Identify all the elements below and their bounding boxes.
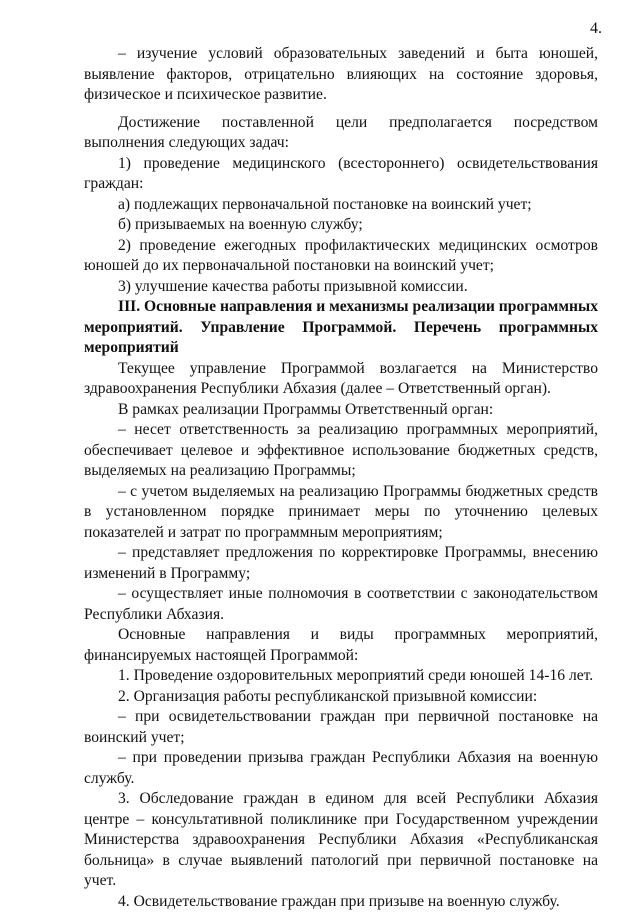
list-item: 3. Обследование граждан в едином для всей Республики Абхазия центре – консультативной поликлинике при Государственном учреждении Министерства здравоохранения Республики Абхазия «Республиканская больница» в случае выявлений патологий при первичной постановке на учет. <box>84 789 598 892</box>
document-body <box>84 44 598 912</box>
paragraph: Текущее управление Программой возлагается на Министерство здравоохранения Республики Абхазия (далее – Ответственный орган). <box>84 359 598 400</box>
page-number: 4. <box>590 20 602 38</box>
list-item: – осуществляет иные полномочия в соответствии с законодательством Республики Абхазия. <box>84 584 598 625</box>
list-item: – несет ответственность за реализацию программных мероприятий, обеспечивает целевое и эффективное использование бюджетных средств, выделяемых на реализацию Программы; <box>84 420 598 482</box>
list-item: – представляет предложения по корректировке Программы, внесению изменений в Программу; <box>84 543 598 584</box>
spacer <box>84 106 598 113</box>
list-item: – с учетом выделяемых на реализацию Программы бюджетных средств в установленном порядке принимает меры по уточнению целевых показателей и затрат по программным мероприятиям; <box>84 482 598 544</box>
paragraph: Основные направления и виды программных мероприятий, финансируемых настоящей Программой: <box>84 625 598 666</box>
list-item: 1. Проведение оздоровительных мероприятий среди юношей 14-16 лет. <box>84 666 598 687</box>
list-item: а) подлежащих первоначальной постановке на воинский учет; <box>84 195 598 216</box>
list-item: 2) проведение ежегодных профилактических медицинских осмотров юношей до их первоначальной постановки на воинский учет; <box>84 236 598 277</box>
list-item: 2. Организация работы республиканской призывной комиссии: <box>84 687 598 708</box>
paragraph: В рамках реализации Программы Ответственный орган: <box>84 400 598 421</box>
list-item: 3) улучшение качества работы призывной комиссии. <box>84 277 598 298</box>
list-item: 1) проведение медицинского (всестороннего) освидетельствования граждан: <box>84 154 598 195</box>
list-item: б) призываемых на военную службу; <box>84 215 598 236</box>
section-heading: III. Основные направления и механизмы реализации программных мероприятий. Управление Программой. Перечень программных мероприятий <box>84 297 598 359</box>
list-item: – при проведении призыва граждан Республики Абхазия на военную службу. <box>84 748 598 789</box>
paragraph: – изучение условий образовательных заведений и быта юношей, выявление факторов, отрицательно влияющих на состояние здоровья, физическое и психическое развитие. <box>84 44 598 106</box>
list-item: 4. Освидетельствование граждан при призыве на военную службу. <box>84 892 598 912</box>
list-item: – при освидетельствовании граждан при первичной постановке на воинский учет; <box>84 707 598 748</box>
paragraph: Достижение поставленной цели предполагается посредством выполнения следующих задач: <box>84 113 598 154</box>
